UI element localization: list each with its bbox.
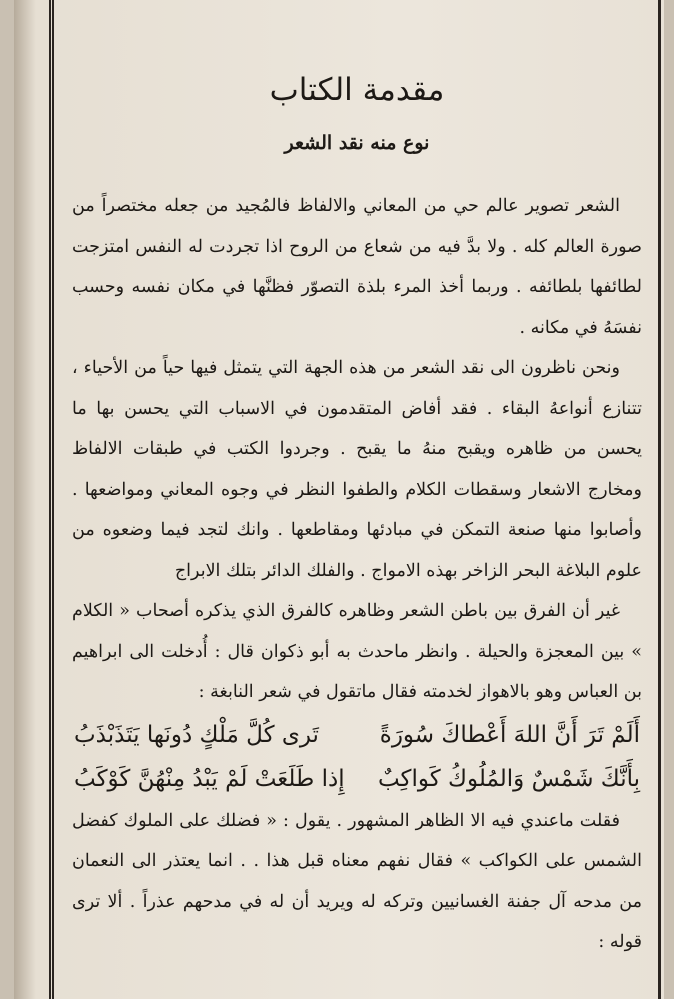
section-subtitle: نوع منه نقد الشعر [284, 132, 430, 154]
verse-line-2 [72, 757, 642, 801]
verse-2-first-hemistich: بِأَنَّكَ شَمْسٌ وَالمُلُوكُ كَواكِبٌ [377, 765, 640, 792]
verse-line-1 [72, 713, 642, 757]
paragraph-2: ونحن ناظرون الى نقد الشعر من هذه الجهة التي يتمثل فيها حياً من الأحياء ، تتنازع أنواعهُ البقاء . فقد أفاض المتقدمون في الاسباب التي يحسن بها ما يحسن من ظاهره ويقبح منهُ ما يقبح . وجردوا الكتب في طبقات الالفاظ ومخارج الاشعار وسقطات الكلام والطفوا النظر في وجوه المعاني ومواضعها . وأصابوا منها صنعة التمكن في مبادئها ومقاطعها . وانك لتجد فيما وضعوه من علوم البلاغة البحر الزاخر بهذه الامواج . والفلك الدائر بتلك الابراج [72, 358, 642, 581]
paragraph-3: غير أن الفرق بين باطن الشعر وظاهره كالفرق الذي يذكره أصحاب « الكلام » بين المعجزة والحيلة . وانظر ماحدث به أبو ذكوان قال : أُدخلت الى ابراهيم بن العباس وهو بالاهواز لخدمته فقال ماتقول في شعر النابغة : [72, 601, 642, 702]
paragraph-1: الشعر تصوير عالم حي من المعاني والالفاظ فالمُجيد من جعله مختصراً من صورة العالم كله . ولا بدَّ فيه من شعاع من الروح اذا تجردت له النفس امتزجت لطائفها بلطائفه . وربما أخذ المرء بلذة التصوّر فظنَّها في مكان نفسه وحسب نفسَهُ في مكانه . [72, 196, 642, 338]
book-page [14, 0, 664, 999]
paragraph-closing: فقلت ماعندي فيه الا الظاهر المشهور . يقول : « فضلك على الملوك كفضل الشمس على الكواكب » فقال نفهم معناه قبل هذا . . انما يعتذر الى النعمان من مدحه آل جفنة الغسانيين وتركه له ويريد أن له في مدحهم عذراً . ألا ترى قوله : [72, 810, 642, 952]
verse-1-second-hemistich: تَرى كُلَّ مَلْكٍ دُونَها يَتَذَبْذَبُ [74, 721, 319, 748]
page-title: مقدمة الكتاب [269, 72, 445, 108]
verse-2-second-hemistich: إِذا طَلَعَتْ لَمْ يَبْدُ مِنْهُنَّ كَوْكَبُ [74, 765, 345, 792]
verse-1-first-hemistich: أَلَمْ تَرَ أَنَّ اللهَ أَعْطاكَ سُورَةً [379, 721, 640, 748]
page-content [72, 60, 642, 963]
